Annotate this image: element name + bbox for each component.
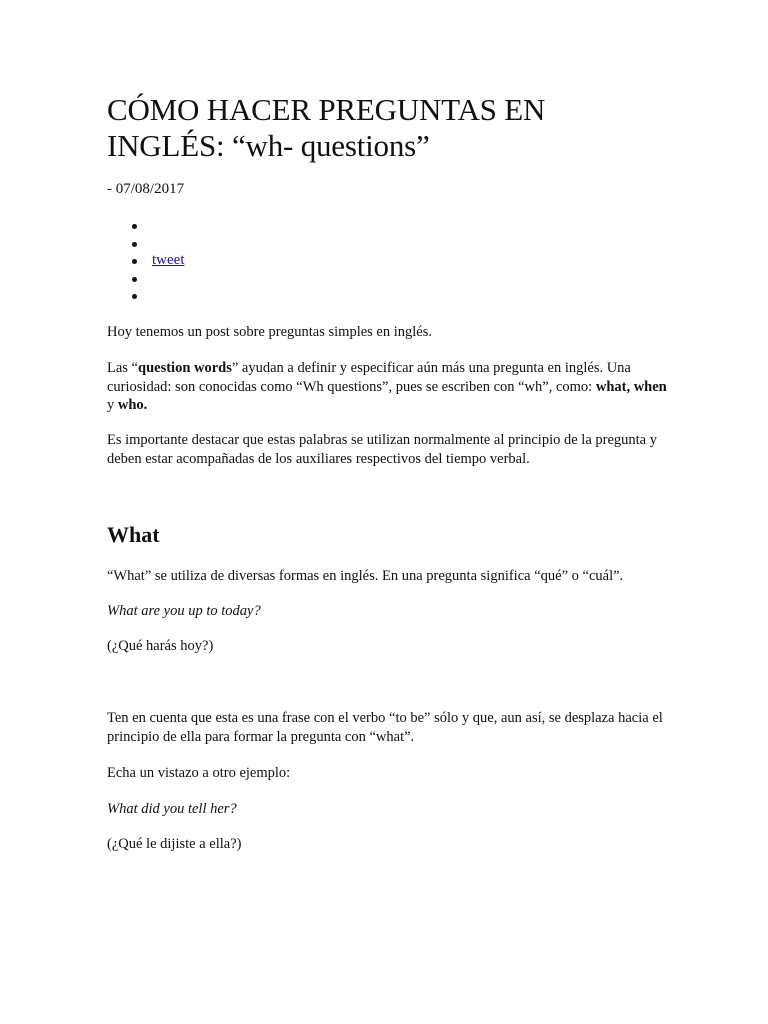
example-translation-1: (¿Qué harás hoy?): [107, 638, 214, 654]
article-date: - 07/08/2017: [107, 181, 185, 197]
example-translation-2: (¿Qué le dijiste a ella?): [107, 836, 242, 852]
example-who: who.: [117, 397, 148, 413]
what-heading: What: [107, 522, 160, 547]
share-item-tweet[interactable]: [107, 252, 184, 270]
intro-paragraph: Hoy tenemos un post sobre preguntas simples en inglés.: [107, 324, 432, 340]
question-words-text-a: Las “: [107, 360, 138, 376]
tweet-link[interactable]: tweet: [152, 252, 185, 268]
example-question-1: What are you up to today?: [107, 603, 261, 619]
article-title: CÓMO HACER PREGUNTAS EN INGLÉS: “wh- questions”: [107, 92, 546, 163]
share-list: [107, 217, 184, 305]
example-question-2: What did you tell her?: [107, 801, 237, 817]
another-example-paragraph: Echa un vistazo a otro ejemplo:: [107, 765, 291, 781]
share-item-4[interactable]: [107, 270, 184, 288]
question-words-text-c: y: [107, 397, 118, 413]
share-item-5[interactable]: [107, 287, 184, 305]
question-words-term: question words: [138, 360, 232, 376]
to-be-note-paragraph: Ten en cuenta que esta es una frase con el verbo “to be” sólo y que, aun así, se desplaza hacia el principio de ella para formar la pregunta con “what”.: [107, 710, 663, 745]
auxiliaries-paragraph: Es importante destacar que estas palabras se utilizan normalmente al principio de la pregunta y deben estar acompañadas de los auxiliares respectivos del tiempo verbal.: [107, 432, 657, 467]
question-words-paragraph: [107, 359, 667, 415]
question-words-text-b: ” ayudan a definir y especificar aún más una pregunta en inglés. Una curiosidad: son conocidas como “Wh questions”, pues se escriben con “wh”, como:: [107, 360, 631, 395]
share-item-1[interactable]: [107, 217, 184, 235]
what-definition-paragraph: “What” se utiliza de diversas formas en inglés. En una pregunta significa “qué” o “cuál”.: [107, 568, 624, 584]
examples-what-when: what, when: [595, 378, 667, 395]
share-item-2[interactable]: [107, 235, 184, 253]
